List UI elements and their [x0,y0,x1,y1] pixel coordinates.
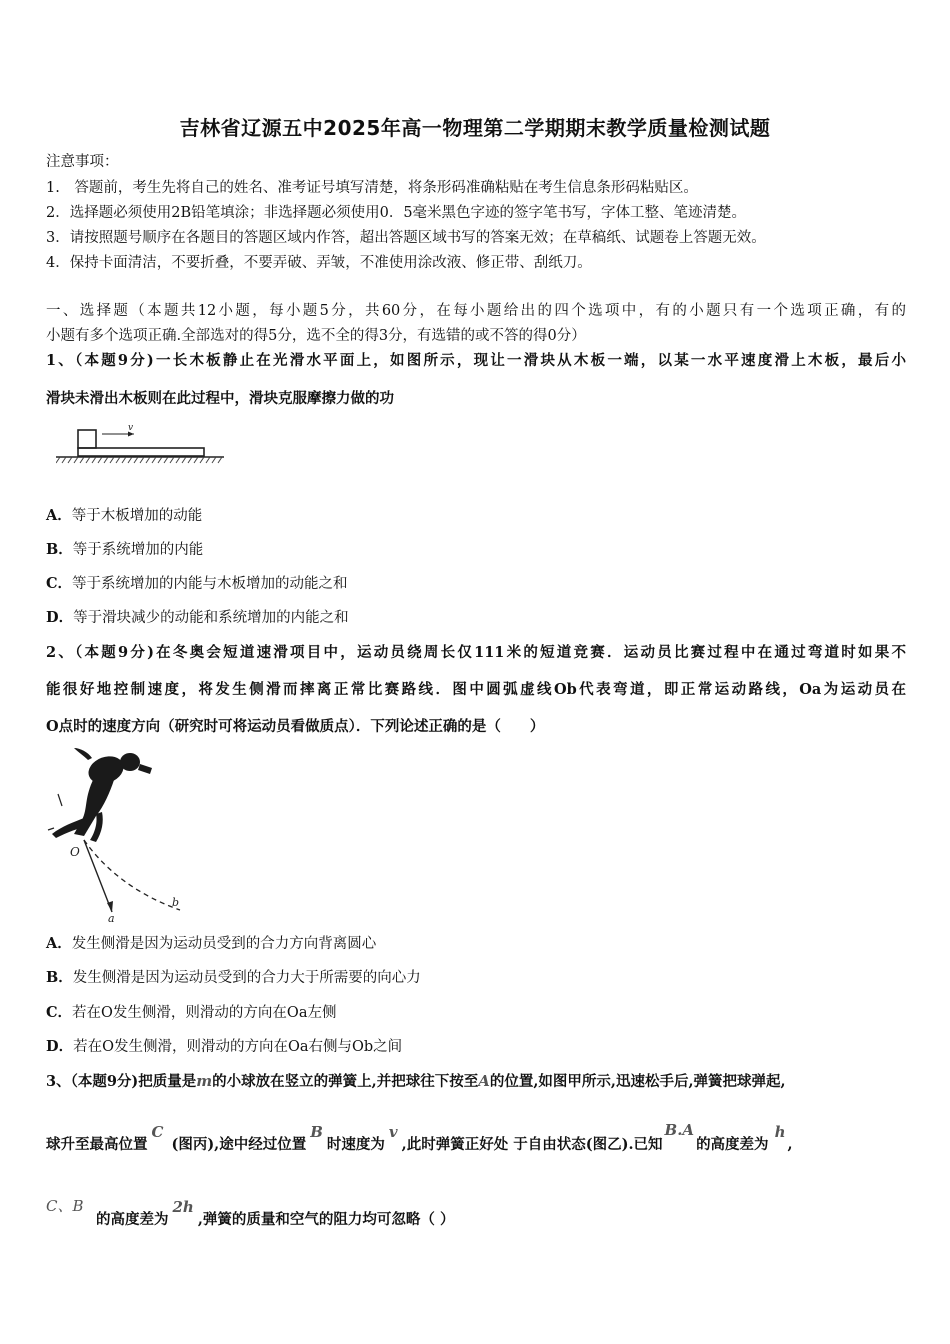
option-text: 发生侧滑是因为运动员受到的合力大于所需要的向心力 [72,970,421,986]
question-3-text: (图丙),途中经过位置 [171,1136,307,1153]
curve-ob [84,840,180,910]
question-3-text: 的小球放在竖立的弹簧上,并把球往下按至 [212,1073,479,1090]
option-d [46,1037,402,1057]
symbol-c: C [151,1123,164,1141]
notice-item: 4．保持卡面清洁，不要折叠，不要弄破、弄皱，不准使用涂改液、修正带、刮纸刀。 [46,255,592,271]
question-3-text: 的高度差为 [696,1136,769,1153]
option-letter: C． [46,575,73,592]
symbol-v: v [388,1123,398,1141]
question-3-text: 球升至最高位置 [46,1136,148,1153]
option-text: 等于木板增加的动能 [71,508,203,524]
option-d [46,608,349,628]
board-block-figure [56,422,226,466]
option-a [46,934,376,954]
option-c [46,1003,336,1023]
symbol-m: m [196,1072,213,1090]
section-heading-line: 小题有多个选项正确.全部选对的得5分，选不全的得3分，有选错的或不答的得0分） [46,328,586,344]
question-1-text: 滑块未滑出木板则在此过程中，滑块克服摩擦力做的功 [46,390,394,407]
question-3-line [46,1121,793,1155]
velocity-line-oa [84,840,112,912]
option-b [46,968,421,988]
option-text: 发生侧滑是因为运动员受到的合力方向背离圆心 [71,936,377,952]
option-text: 若在O发生侧滑，则滑动的方向在Oa右侧与Ob之间 [73,1039,403,1055]
symbol-a: A [478,1072,490,1090]
question-2-text: 2、（本题9分)在冬奥会短道速滑项目中，运动员绕周长仅111米的短道竞赛．运动员比赛过程中在通过弯道时如果不 [46,644,906,661]
notice-item: 1. 答题前，考生先将自己的姓名、准考证号填写清楚，将条形码准确粘贴在考生信息条形码粘贴区。 [46,180,698,196]
symbol-cb: C、B [46,1197,84,1215]
option-letter: B． [46,969,73,986]
point-a-label: a [108,912,115,924]
notice-heading: 注意事项： [46,154,119,170]
notice-item: 2．选择题必须使用2B铅笔填涂；非选择题必须使用0．5毫米黑色字迹的签字笔书写，字体工整、笔迹清楚。 [46,205,747,221]
symbol-h: h [774,1123,786,1141]
point-o-label: O [70,845,80,859]
option-text: 等于系统增加的内能与木板增加的动能之和 [72,576,348,592]
question-3-text: ,此时弹簧正好处 于自由状态(图乙).已知 [401,1136,663,1153]
board [78,448,204,456]
skater-figure [44,748,194,924]
option-letter: D． [46,609,74,626]
skate-blade [58,794,62,806]
question-3-text: 的高度差为 [96,1211,169,1228]
notice-item: 3．请按照题号顺序在各题目的答题区域内作答，超出答题区域书写的答案无效；在草稿纸、试题卷上答题无效。 [46,230,766,246]
option-letter: A． [46,507,72,524]
skate-blade [48,828,54,830]
option-c [46,574,348,594]
question-3-text: 的位置,如图甲所示,迅速松手后,弹簧把球弹起, [489,1073,786,1090]
ground-hatch [56,457,222,463]
skater-silhouette [52,748,152,842]
option-letter: D． [46,1038,74,1055]
page-title: 吉林省辽源五中2025年高一物理第二学期期末教学质量检测试题 [179,116,771,140]
option-letter: B． [46,541,73,558]
question-2-text: O点时的速度方向（研究时可将运动员看做质点）．下列论述正确的是（ ） [46,718,545,735]
question-3-text: ,弹簧的质量和空气的阻力均可忽略（ ） [197,1211,455,1228]
question-1-text: 1、（本题9分)一长木板静止在光滑水平面上，如图所示，现让一滑块从木板一端，以某一水平速度滑上木板，最后小 [46,352,906,369]
option-letter: A． [46,935,72,952]
option-text: 若在O发生侧滑，则滑动的方向在Oa左侧 [72,1005,337,1021]
option-b [46,540,203,560]
question-2-text: 能很好地控制速度，将发生侧滑而摔离正常比赛路线．图中圆弧虚线Ob代表弯道，即正常运动路线，Oa为运动员在 [46,681,906,698]
section-heading-line: 一、选择题（本题共12小题，每小题5分，共60分，在每小题给出的四个选项中，有的小题只有一个选项正确，有的 [46,303,906,319]
velocity-label: v [128,423,134,433]
option-letter: C． [46,1004,73,1021]
question-3-line [96,1198,455,1230]
block [78,430,96,448]
symbol-2h: 2h [172,1198,194,1216]
point-b-label: b [172,896,180,909]
option-text: 等于滑块减少的动能和系统增加的内能之和 [73,610,349,626]
symbol-ba: B.A [664,1121,695,1139]
question-3-text: 3、（本题9分)把质量是 [46,1073,197,1090]
question-3-text: 时速度为 [326,1136,385,1153]
question-3-line [46,1196,84,1217]
symbol-b: B [310,1123,323,1141]
question-3-line [46,1071,786,1092]
option-text: 等于系统增加的内能 [72,542,204,558]
option-a [46,506,202,526]
question-3-text: , [787,1136,793,1153]
